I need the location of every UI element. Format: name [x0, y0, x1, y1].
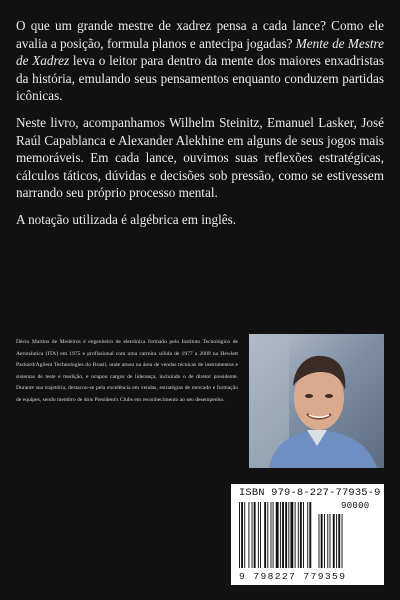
barcode-bar [252, 502, 253, 568]
barcode-bar [298, 502, 299, 568]
blurb-paragraph-3: A notação utilizada é algébrica em inglês. [16, 211, 237, 227]
book-title-italic: Mente de Mestre de Xadrez [16, 35, 384, 69]
barcode-addon-bar [321, 514, 323, 568]
barcode-bar [303, 502, 304, 568]
barcode-bar [244, 502, 245, 568]
barcode-bar [271, 502, 272, 568]
barcode-addon-bar [336, 514, 337, 568]
barcode-bar [267, 502, 268, 568]
price-code: 90000 [341, 501, 370, 511]
barcode-bar [280, 502, 281, 568]
barcode-bar [285, 502, 287, 568]
barcode-addon-bar [333, 514, 335, 568]
blurb-p1-end: leva o leitor para dentro da mente dos maiores enxadristas da história, emulando seus pensamentos enquanto conduzem partidas icônicas. [16, 53, 384, 104]
barcode-bar [295, 502, 296, 568]
barcode-bar [282, 502, 284, 568]
blurb-paragraph-2: Neste livro, acompanhamos Wilhelm Steinitz, Emanuel Lasker, José Raúl Capablanca e Alexander Alekhine em alguns de seus jogos mais memoráveis. Em cada lance, ouvimos suas reflexões estratégicas, cálculos táticos, dúvidas e decisões sob pressão, como se estivessem narrando seu próprio processo mental. [16, 114, 384, 201]
back-cover-blurb [16, 17, 384, 238]
barcode-bar [309, 502, 311, 568]
blurb-p1-start: O que um grande mestre de xadrez pensa a cada lance? Como ele avalia a posição, formula planos e antecipa jogadas? [16, 18, 384, 51]
barcode-bar [241, 502, 243, 568]
barcode-addon-bar [342, 514, 343, 568]
isbn-number: ISBN 979-8-227-77935-9 [239, 487, 381, 499]
barcode-addon-bar [338, 514, 340, 568]
barcode-bar [264, 502, 266, 568]
barcode-bar [239, 502, 240, 568]
barcode-bar [273, 502, 274, 568]
barcode-addon-bar [324, 514, 325, 568]
barcode-bar [307, 502, 308, 568]
barcode-addon-bar [327, 514, 328, 568]
barcode-bar [254, 502, 256, 568]
barcode-digits: 9 798227 779359 [239, 571, 347, 582]
barcode-addon-bar [330, 514, 331, 568]
blurb-paragraph-1 [16, 17, 384, 105]
barcode-bar [290, 502, 293, 568]
barcode-addon-bar [319, 514, 320, 568]
barcode-bar [258, 502, 259, 568]
barcode-bars [239, 502, 379, 572]
barcode-bar [260, 502, 261, 568]
isbn-barcode [231, 484, 384, 585]
barcode-bar [276, 502, 279, 568]
barcode-bar [300, 502, 302, 568]
author-photo [249, 334, 384, 468]
barcode-bar [248, 502, 249, 568]
barcode-bar [288, 502, 289, 568]
author-bio: Décio Martins de Medeiros é engenheiro de eletrônica formado pelo Instituto Tecnológico de Aeronáutica (ITA) em 1975 e profissional com uma carreira sólida de 1977 a 2009 na Hewlett Packard/Agilent Technologies do Brasil, onde atuou na área de vendas técnicas de instrumentos e sistemas de teste e medição, e ocupou cargos de liderança, incluindo o de diretor presidente. Durante sua trajetória, destacou-se pela excelência em vendas, estratégias de mercado e formação de equipes, sendo membro de dois President's Clubs em reconhecimento ao seu desempenho. [16, 339, 238, 403]
